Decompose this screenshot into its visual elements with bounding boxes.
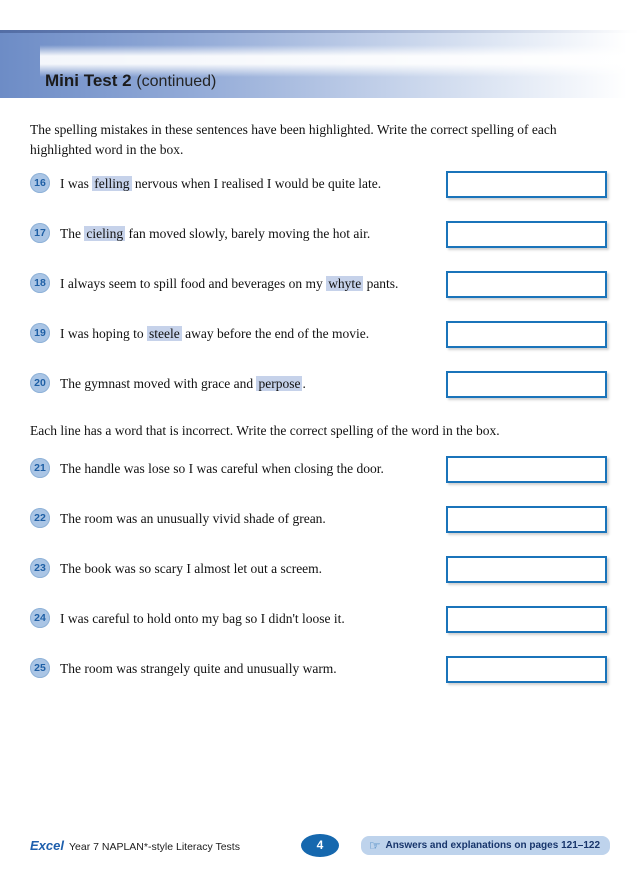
question-sentence (50, 506, 446, 528)
answer-input-box[interactable] (446, 221, 607, 248)
sentence-text-pre: I was hoping to (60, 326, 147, 342)
question-sentence (50, 271, 446, 293)
answer-input-box[interactable] (446, 506, 607, 533)
sentence-text-post: pants. (363, 276, 399, 292)
excel-brand-logo: Excel (30, 837, 64, 853)
question-sentence (50, 606, 446, 628)
answer-input-box[interactable] (446, 171, 607, 198)
header-band (0, 30, 640, 98)
question-row-16 (30, 171, 607, 198)
sentence-text-pre: The room was strangely quite and unusually warm. (60, 660, 337, 676)
question-number-badge: 24 (30, 608, 50, 628)
sentence-text-post: away before the end of the movie. (181, 326, 370, 342)
question-number-badge: 16 (30, 173, 50, 193)
question-row-19 (30, 321, 607, 348)
pointing-hand-icon: ☞ (368, 837, 381, 853)
highlighted-misspelled-word: steele (149, 326, 180, 342)
answer-input-box[interactable] (446, 321, 607, 348)
question-row-17 (30, 221, 607, 248)
highlighted-misspelled-word: cieling (86, 226, 124, 242)
sentence-text-post: . (302, 376, 306, 392)
highlighted-misspelled-word: perpose (258, 376, 301, 392)
answer-input-box[interactable] (446, 371, 607, 398)
book-title (30, 838, 240, 853)
page-footer (30, 833, 610, 857)
question-row-24 (30, 606, 607, 633)
sentence-text-post: nervous when I realised I would be quite late. (131, 176, 382, 192)
question-row-20 (30, 371, 607, 398)
highlighted-misspelled-word: whyte (328, 276, 362, 292)
question-row-23 (30, 556, 607, 583)
question-sentence (50, 371, 446, 393)
sentence-text-pre: The room was an unusually vivid shade of grean. (60, 510, 326, 526)
sentence-text-pre: The handle was lose so I was careful when closing the door. (60, 460, 384, 476)
question-number-badge: 23 (30, 558, 50, 578)
question-number-badge: 19 (30, 323, 50, 343)
question-number-badge: 20 (30, 373, 50, 393)
worksheet-content (30, 120, 607, 706)
question-row-18 (30, 271, 607, 298)
sentence-text-pre: The book was so scary I almost let out a screem. (60, 560, 323, 576)
page-number-badge: 4 (301, 834, 339, 857)
book-series-title: Year 7 NAPLAN*-style Literacy Tests (68, 840, 240, 853)
question-number-badge: 21 (30, 458, 50, 478)
question-number-badge: 22 (30, 508, 50, 528)
answer-input-box[interactable] (446, 456, 607, 483)
answers-reference-pill (361, 836, 610, 855)
page-title (45, 71, 216, 91)
sentence-text-pre: I was (60, 176, 93, 192)
question-sentence (50, 456, 446, 478)
question-number-badge: 18 (30, 273, 50, 293)
question-sentence (50, 656, 446, 678)
question-number-badge: 17 (30, 223, 50, 243)
question-number-badge: 25 (30, 658, 50, 678)
question-row-21 (30, 456, 607, 483)
question-sentence (50, 321, 446, 343)
question-sentence (50, 171, 446, 193)
question-sentence (50, 556, 446, 578)
sentence-text-pre: I always seem to spill food and beverages on my (60, 276, 327, 292)
highlighted-misspelled-word: felling (94, 176, 130, 192)
sentence-text-post: fan moved slowly, barely moving the hot air. (125, 226, 371, 242)
answer-input-box[interactable] (446, 556, 607, 583)
section-1-instructions: The spelling mistakes in these sentences have been highlighted. Write the correct spelling of each highlighted word in the box. (30, 122, 557, 157)
answer-input-box[interactable] (446, 656, 607, 683)
answers-reference-text: Answers and explanations on pages 121–122 (385, 839, 600, 851)
page-title-main: Mini Test 2 (45, 71, 132, 90)
answer-input-box[interactable] (446, 606, 607, 633)
section-2-instructions: Each line has a word that is incorrect. Write the correct spelling of the word in the box. (30, 423, 500, 439)
page-title-suffix: (continued) (136, 73, 217, 90)
question-sentence (50, 221, 446, 243)
sentence-text-pre: The (60, 226, 85, 242)
sentence-text-pre: I was careful to hold onto my bag so I didn't loose it. (60, 610, 345, 626)
sentence-text-pre: The gymnast moved with grace and (60, 376, 257, 392)
question-row-25 (30, 656, 607, 683)
question-row-22 (30, 506, 607, 533)
answer-input-box[interactable] (446, 271, 607, 298)
